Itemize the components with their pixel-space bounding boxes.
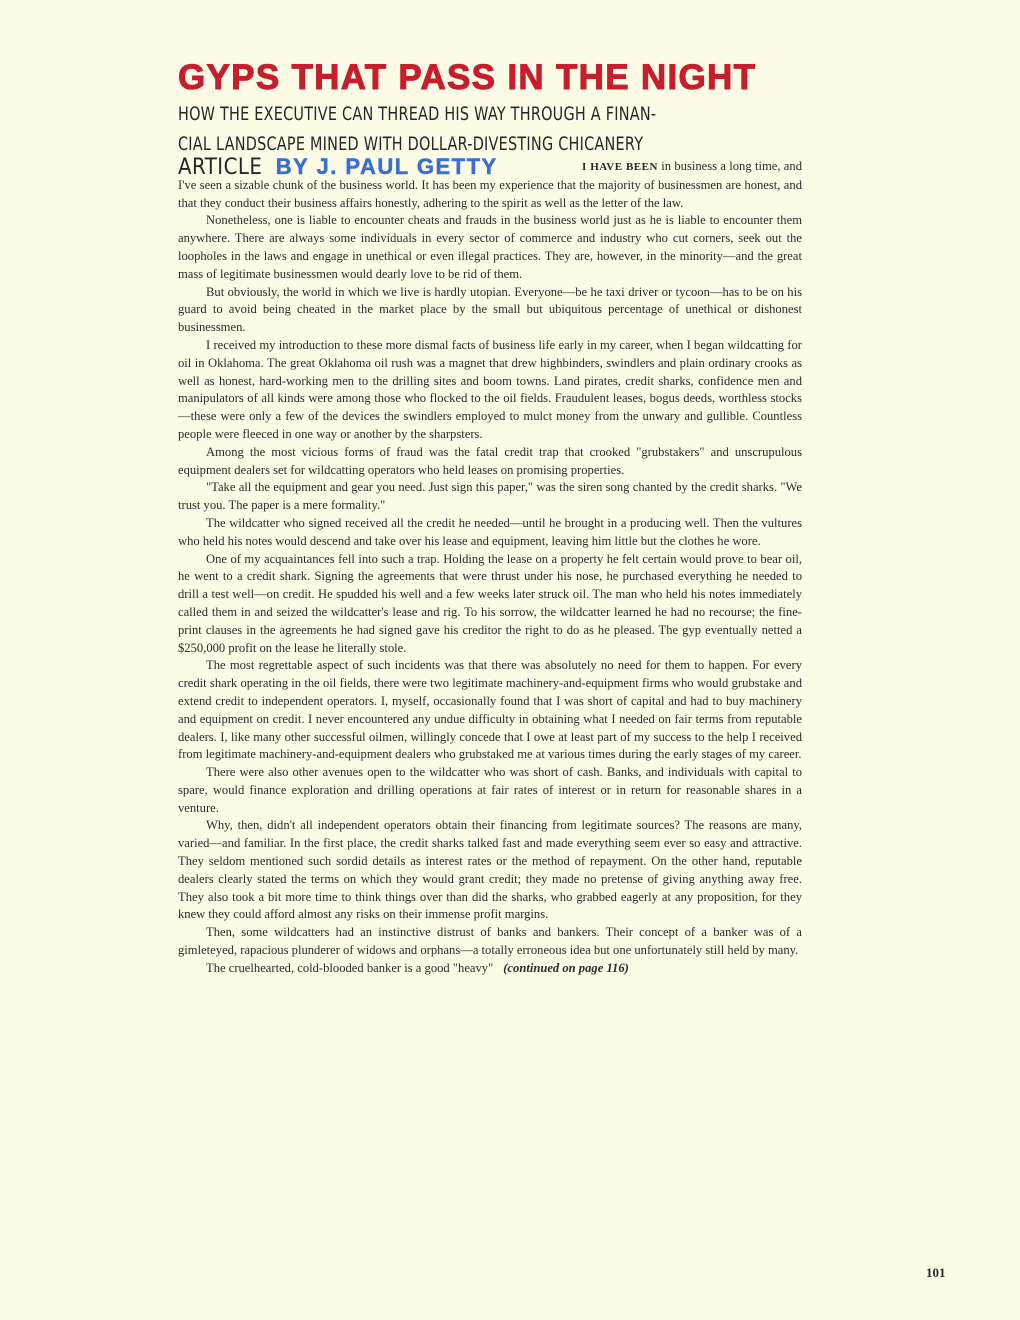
body-paragraph: Then, some wildcatters had an instinctive distrust of banks and bankers. Their concept of a banker was of a gimleteyed, rapacious plunderer of widows and orphans—a totally erroneous idea but one unfortunately still held by many. xyxy=(178,925,802,958)
continued-note: (continued on page 116) xyxy=(503,960,629,975)
article-subtitle xyxy=(178,100,802,160)
article-title: GYPS THAT PASS IN THE NIGHT xyxy=(178,58,757,97)
body-paragraph: The most regrettable aspect of such incidents was that there was absolutely no need for them to happen. For every credit shark operating in the oil fields, there were two legitimate machinery-and-equipment firms who would grubstake and extend credit to independent operators. I, myself, occasionally found that I was short of capital and had to buy machinery and equipment on credit. I never encountered any undue difficulty in obtaining what I needed on fair terms from reputable dealers. I, like many other successful oilmen, willingly concede that I owe at least part of my success to the help I received from legitimate machinery-and-equipment dealers who grubstaked me at various times during the early stages of my career. xyxy=(178,658,802,762)
body-paragraph: But obviously, the world in which we live is hardly utopian. Everyone—be he taxi driver or tycoon—has to be on his guard to avoid being cheated in the market place by the small but ubiquitous percentage of unethical or dishonest businessmen. xyxy=(178,284,802,335)
subtitle-line: HOW THE EXECUTIVE CAN THREAD HIS WAY THROUGH A FINAN- xyxy=(178,104,657,125)
section-kicker: ARTICLE xyxy=(178,155,263,180)
body-paragraph: "Take all the equipment and gear you need. Just sign this paper," was the siren song chanted by the credit sharks. "We trust you. The paper is a mere formality." xyxy=(178,480,802,513)
body-paragraph: Nonetheless, one is liable to encounter cheats and frauds in the business world just as he is liable to encounter them anywhere. There are always some individuals in every sector of commerce and industry who cut corners, seek out the loopholes in the laws and engage in unethical or even illegal practices. They are, however, in the minority—and the great mass of legitimate businessmen would dearly love to be rid of them. xyxy=(178,213,802,281)
page-number: 101 xyxy=(926,1265,946,1280)
body-paragraph: Why, then, didn't all independent operators obtain their financing from legitimate sources? The reasons are many, varied—and familiar. In the first place, the credit sharks talked fast and made everything seem ever so easy and attractive. They seldom mentioned such sordid details as interest rates or the method of repayment. On the other hand, reputable dealers clearly stated the terms on which they would grant credit; they made no pretense of giving anything away free. They also took a bit more time to think things over than did the sharks, who grabbed eagerly at any proposition, for they knew they could afford almost any risks on their immense profit margins. xyxy=(178,818,802,922)
body-paragraph: The wildcatter who signed received all the credit he needed—until he brought in a producing well. Then the vultures who held his notes would descend and take over his lease and equipment, leaving him little but the clothes he wore. xyxy=(178,515,802,548)
body-paragraph: Among the most vicious forms of fraud was the fatal credit trap that crooked "grubstakers" and unscrupulous equipment dealers set for wildcatting operators who held leases on promising properties. xyxy=(178,444,802,477)
article xyxy=(178,58,802,978)
body-paragraph: I HAVE BEEN in business a long time, and I've seen a sizable chunk of the business world. It has been my experience that the majority of businessmen are honest, and that they conduct their business affairs honestly, adhering to the spirit as well as the letter of the law. xyxy=(178,159,802,210)
article-body xyxy=(178,158,802,978)
body-paragraph: The cruelhearted, cold-blooded banker is a good "heavy" (continued on page 116) xyxy=(206,960,629,975)
lead-in: I HAVE BEEN xyxy=(582,161,658,173)
body-paragraph: There were also other avenues open to the wildcatter who was short of cash. Banks, and individuals with capital to spare, would finance exploration and drilling operations at fair rates of interest or in return for reasonable shares in a venture. xyxy=(178,765,802,815)
author-byline: BY J. PAUL GETTY xyxy=(275,154,498,179)
body-paragraph: One of my acquaintances fell into such a trap. Holding the lease on a property he felt certain would prove to bear oil, he went to a credit shark. Signing the agreements that were thrust under his nose, he purchased everything he needed to drill a test well—on credit. He spudded his well and a few weeks later struck oil. The man who held his notes immediately called them in and seized the wildcatter's lease and rig. To his sorrow, the wildcatter learned he had no recourse; the fine-print clauses in the agreements he had signed gave his creditor the right to do as he pleased. The gyp eventually netted a $250,000 profit on the lease he literally stole. xyxy=(178,551,802,655)
subtitle-line: CIAL LANDSCAPE MINED WITH DOLLAR-DIVESTING CHICANERY xyxy=(178,134,644,155)
body-paragraph: I received my introduction to these more dismal facts of business life early in my career, when I began wildcatting for oil in Oklahoma. The great Oklahoma oil rush was a magnet that drew highbinders, swindlers and plain ordinary crooks as well as honest, hard-working men to the drilling sites and boom towns. Land pirates, credit sharks, confidence men and manipulators of all kinds were among those who flocked to the oil fields. Fraudulent leases, bogus deeds, worthless stocks—these were only a few of the devices the swindlers employed to mulct money from the unwary and gullible. Countless people were fleeced in one way or another by the sharpsters. xyxy=(178,337,802,441)
